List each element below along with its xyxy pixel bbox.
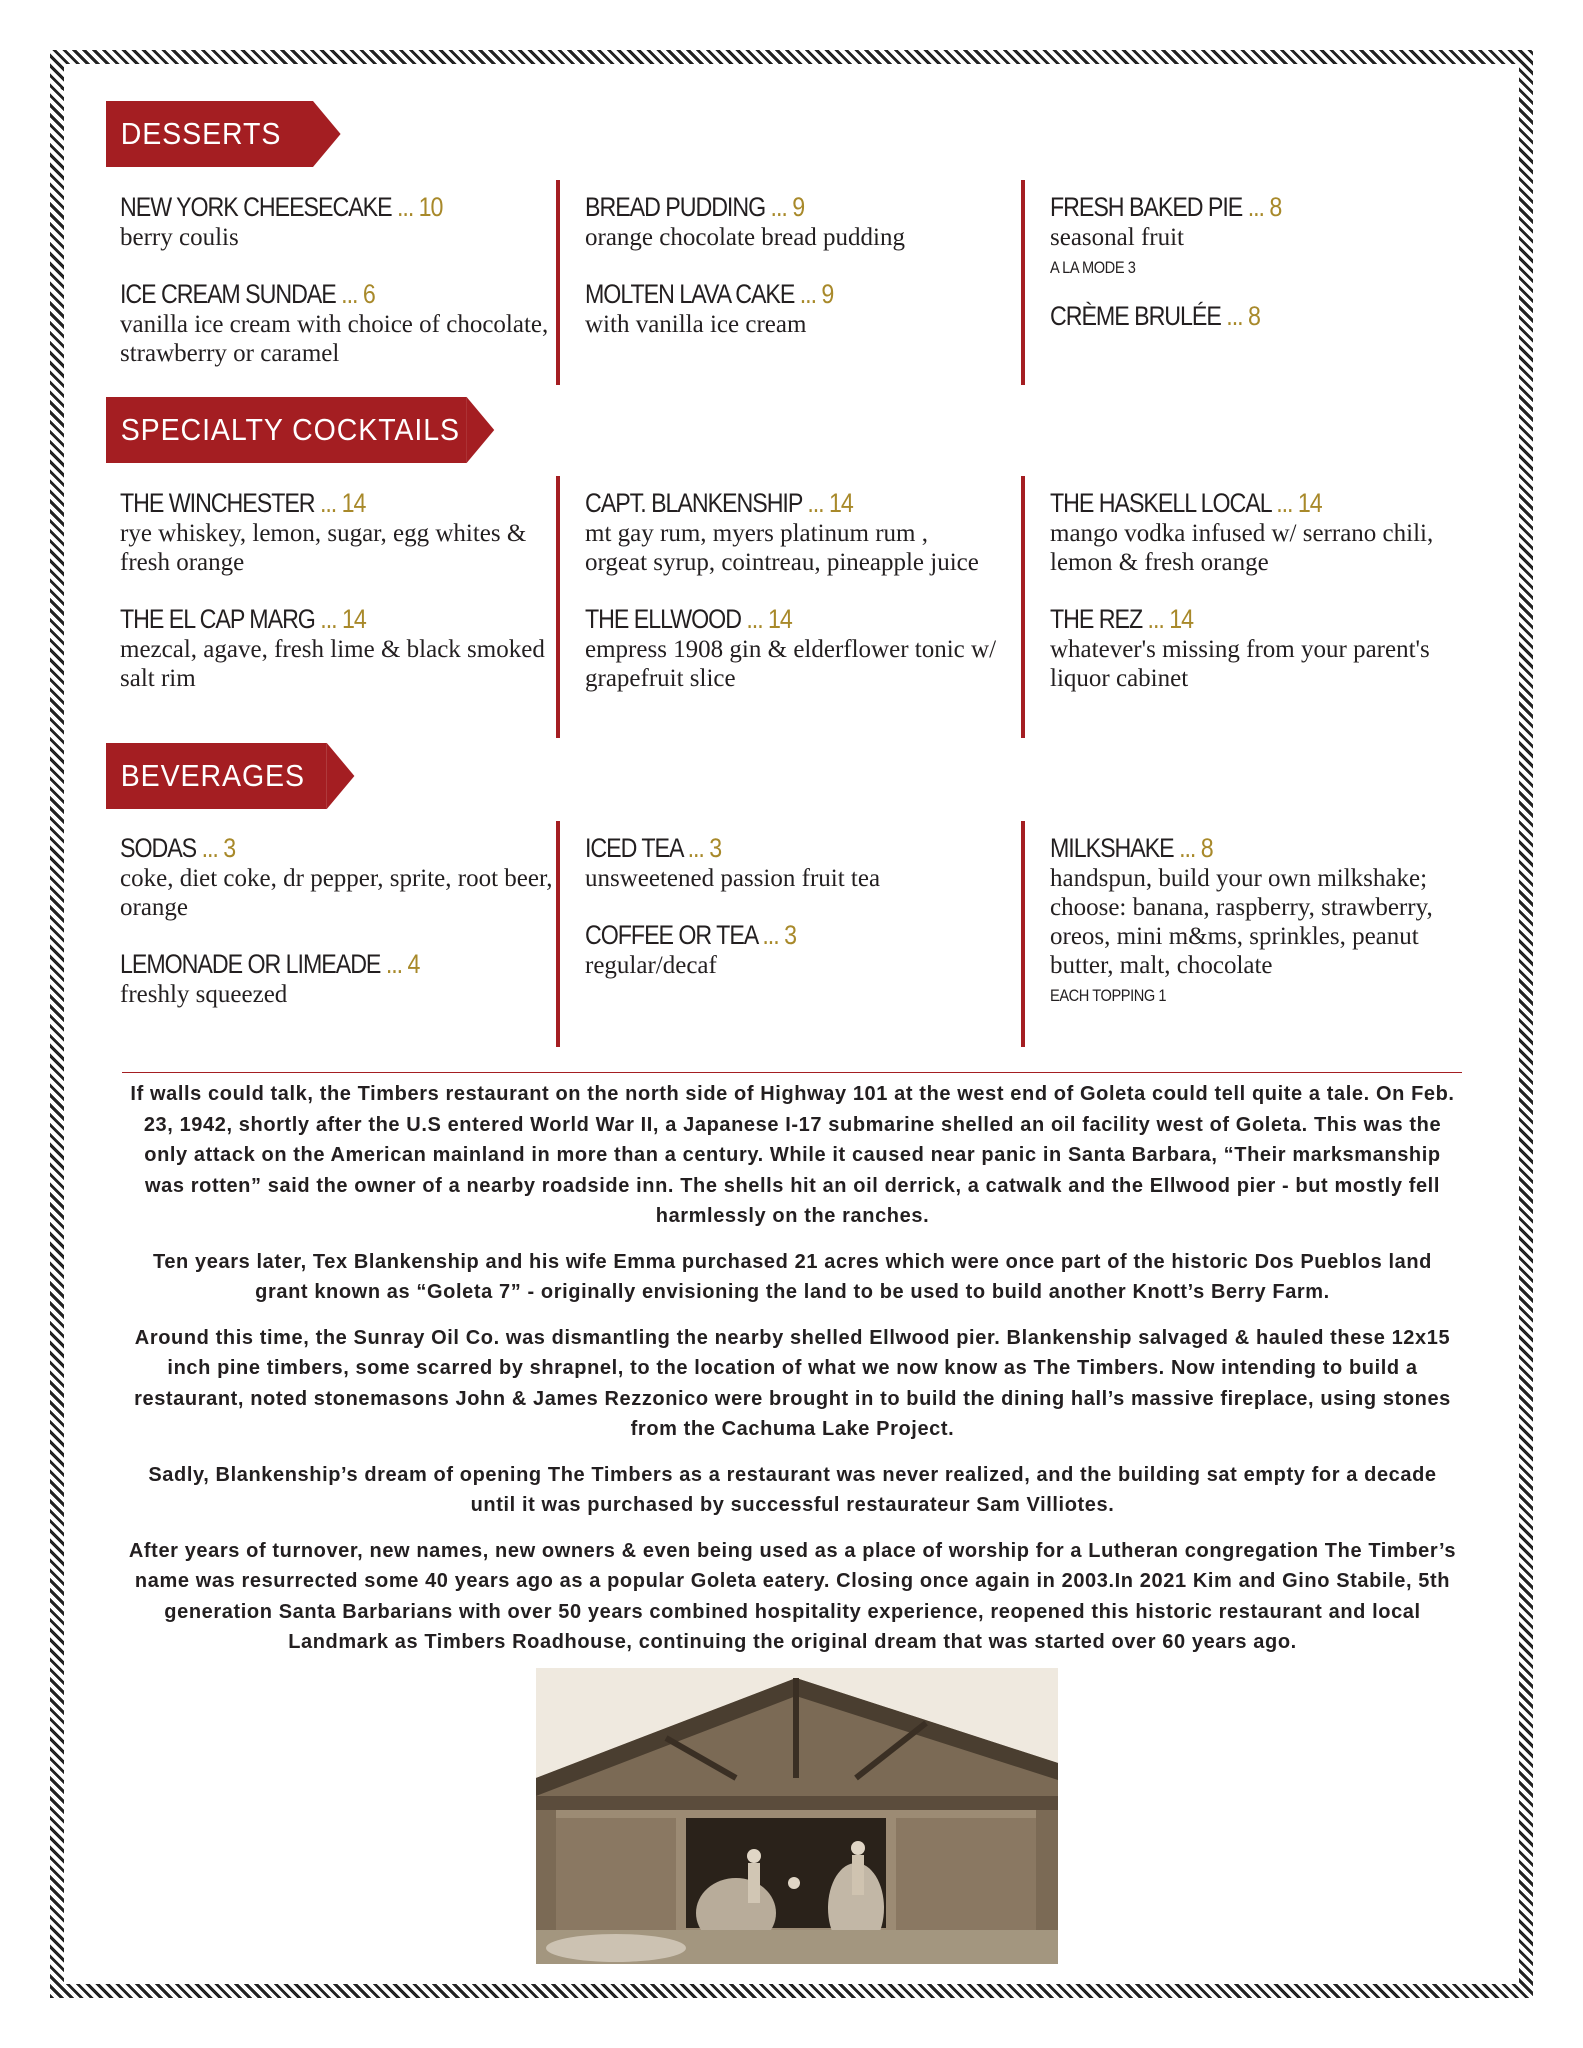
item-price: ... 9 xyxy=(770,192,805,222)
menu-item xyxy=(585,603,996,693)
item-description: unsweetened passion fruit tea xyxy=(585,865,881,892)
item-description: berry coulis xyxy=(120,224,239,251)
desserts-col-2 xyxy=(556,180,996,385)
item-price: ... 14 xyxy=(319,488,366,518)
section-banner-desserts xyxy=(106,101,313,167)
menu-item xyxy=(585,832,996,893)
historic-building-photo xyxy=(536,1668,1058,1964)
item-description: mango vodka infused w/ serrano chili, lemon & fresh orange xyxy=(1050,520,1434,576)
item-description: handspun, build your own milkshake; choose: banana, raspberry, strawberry, oreos, mini m&ms, sprinkles, peanut butter, malt, chocolate xyxy=(1050,865,1433,979)
history-paragraph: Ten years later, Tex Blankenship and his wife Emma purchased 21 acres which were once part of the historic Dos Pueblos land grant known as “Goleta 7” - originally envisioning the land to be used to build another Knott’s Berry Farm. xyxy=(153,1250,1432,1303)
item-price: ... 9 xyxy=(799,279,834,309)
item-description: whatever's missing from your parent's liquor cabinet xyxy=(1050,636,1430,692)
item-name: ICE CREAM SUNDAE ... 6 xyxy=(120,279,375,309)
item-note: EACH TOPPING 1 xyxy=(1050,986,1167,1005)
beverages-col-1 xyxy=(120,832,560,1035)
photo-illustration xyxy=(536,1668,1058,1964)
item-name: NEW YORK CHEESECAKE ... 10 xyxy=(120,192,443,222)
menu-item xyxy=(585,191,996,252)
desserts-col-1 xyxy=(120,191,560,394)
history-paragraph: Sadly, Blankenship’s dream of opening The Timbers as a restaurant was never realized, and the building sat empty for a decade until it was purchased by successful restaurateur Sam Villiotes. xyxy=(148,1463,1437,1516)
item-description: seasonal fruit xyxy=(1050,224,1184,251)
menu-item xyxy=(120,948,560,1009)
item-price: ... 14 xyxy=(320,604,366,634)
item-name: SODAS ... 3 xyxy=(120,833,236,863)
menu-item xyxy=(120,191,560,252)
item-note: A LA MODE 3 xyxy=(1050,258,1136,277)
item-price: ... 8 xyxy=(1226,301,1260,331)
cocktails-col-2 xyxy=(556,476,996,738)
menu-item xyxy=(120,603,560,693)
menu-item xyxy=(585,919,996,980)
item-name: CAPT. BLANKENSHIP ... 14 xyxy=(585,488,853,518)
section-title: DESSERTS xyxy=(120,116,282,151)
item-name: THE EL CAP MARG ... 14 xyxy=(120,604,366,634)
item-description: coke, diet coke, dr pepper, sprite, root beer, orange xyxy=(120,865,553,921)
history-text xyxy=(125,1079,1460,1673)
section-banner-cocktails xyxy=(106,397,467,463)
item-description: vanilla ice cream with choice of chocolate, strawberry or caramel xyxy=(120,311,549,367)
menu-item xyxy=(120,278,560,368)
cocktails-col-3 xyxy=(1021,476,1461,738)
history-paragraph: After years of turnover, new names, new owners & even being used as a place of worship for a Lutheran congregation The Timber’s name was resurrected some 40 years ago as a popular Goleta eatery. Closing once again in 2003.In 2021 Kim and Gino Stabile, 5th generation Santa Barbarians with over 50 years combined hospitality experience, reopened this historic restaurant and local Landmark as Timbers Roadhouse, continuing the original dream that was started over 60 years ago. xyxy=(128,1539,1457,1653)
item-price: ... 14 xyxy=(1147,604,1193,634)
cocktails-col-1 xyxy=(120,487,560,719)
item-name: THE REZ ... 14 xyxy=(1050,604,1193,634)
item-name: THE ELLWOOD ... 14 xyxy=(585,604,792,634)
item-price: ... 3 xyxy=(762,920,796,950)
item-price: ... 14 xyxy=(746,604,792,634)
menu-item xyxy=(1050,832,1461,1006)
item-description: rye whiskey, lemon, sugar, egg whites & fresh orange xyxy=(120,520,527,576)
item-name: MILKSHAKE ... 8 xyxy=(1050,833,1213,863)
menu-item xyxy=(1050,487,1461,577)
menu-item xyxy=(1050,191,1461,278)
item-name: COFFEE OR TEA ... 3 xyxy=(585,920,796,950)
menu-item xyxy=(1050,300,1461,332)
history-paragraph: Around this time, the Sunray Oil Co. was dismantling the nearby shelled Ellwood pier. Blankenship salvaged & hauled these 12x15 inch pine timbers, some scarred by shrapnel, to the location of what we now know as The Timbers. Now intending to build a restaurant, noted stonemasons John & James Rezzonico were brought in to build the dining hall’s massive fireplace, using stones from the Cachuma Lake Project. xyxy=(134,1326,1451,1440)
desserts-col-3 xyxy=(1021,180,1461,385)
item-description: mezcal, agave, fresh lime & black smoked salt rim xyxy=(120,636,545,692)
item-name: MOLTEN LAVA CAKE ... 9 xyxy=(585,279,834,309)
beverages-col-3 xyxy=(1021,821,1461,1047)
item-name: ICED TEA ... 3 xyxy=(585,833,722,863)
item-description: regular/decaf xyxy=(585,952,717,979)
item-price: ... 14 xyxy=(807,488,853,518)
menu-item xyxy=(585,278,996,339)
section-title: BEVERAGES xyxy=(120,758,305,793)
item-price: ... 3 xyxy=(201,833,236,863)
item-name: CRÈME BRULÉE ... 8 xyxy=(1050,301,1260,331)
menu-item xyxy=(1050,603,1461,693)
item-price: ... 8 xyxy=(1247,192,1282,222)
section-banner-beverages xyxy=(106,743,327,809)
menu-item xyxy=(120,832,560,922)
item-name: LEMONADE OR LIMEADE ... 4 xyxy=(120,949,420,979)
divider xyxy=(122,1072,1462,1073)
item-name: THE HASKELL LOCAL ... 14 xyxy=(1050,488,1322,518)
item-price: ... 6 xyxy=(341,279,375,309)
item-description: freshly squeezed xyxy=(120,981,288,1008)
item-price: ... 14 xyxy=(1276,488,1322,518)
item-price: ... 8 xyxy=(1179,833,1213,863)
item-description: empress 1908 gin & elderflower tonic w/ grapefruit slice xyxy=(585,636,997,692)
section-title: SPECIALTY COCKTAILS xyxy=(120,412,460,447)
beverages-col-2 xyxy=(556,821,996,1047)
menu-item xyxy=(585,487,996,577)
item-name: FRESH BAKED PIE ... 8 xyxy=(1050,192,1282,222)
item-price: ... 4 xyxy=(385,949,420,979)
item-description: orange chocolate bread pudding xyxy=(585,224,906,251)
menu-item xyxy=(120,487,560,577)
history-paragraph: If walls could talk, the Timbers restaurant on the north side of Highway 101 at the west end of Goleta could tell quite a tale. On Feb. 23, 1942, shortly after the U.S entered World War II, a Japanese I-17 submarine shelled an oil facility west of Goleta. This was the only attack on the American mainland in more than a century. While it caused near panic in Santa Barbara, “Their marksmanship was rotten” said the owner of a nearby roadside inn. The shells hit an oil derrick, a catwalk and the Ellwood pier - but mostly fell harmlessly on the ranches. xyxy=(130,1083,1455,1227)
item-price: ... 3 xyxy=(687,833,722,863)
item-description: with vanilla ice cream xyxy=(585,311,807,338)
item-name: THE WINCHESTER ... 14 xyxy=(120,488,366,518)
item-price: ... 10 xyxy=(397,192,443,222)
item-description: mt gay rum, myers platinum rum , orgeat syrup, cointreau, pineapple juice xyxy=(585,520,979,576)
item-name: BREAD PUDDING ... 9 xyxy=(585,192,805,222)
